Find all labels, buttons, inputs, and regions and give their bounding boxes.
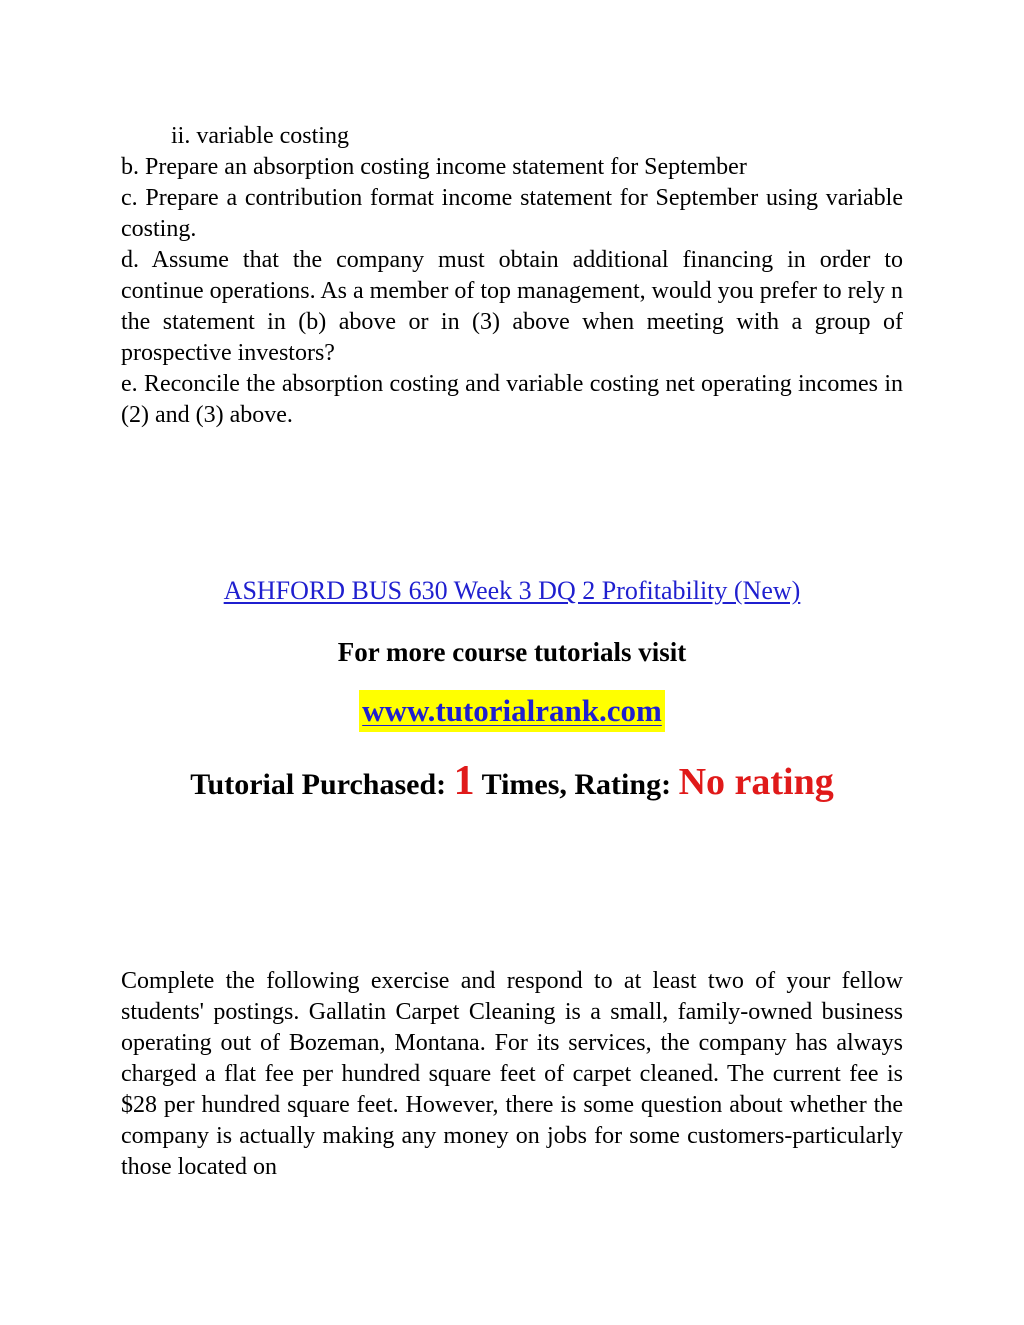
rating-label: Times, Rating:	[481, 768, 672, 801]
exercise-paragraph: Complete the following exercise and respond to at least two of your fellow students' postings. Gallatin Carpet Cleaning is a small, family-owned business operating out of Bozeman, Montana. For its services, the company has always charged a flat fee per hundred square feet of carpet cleaned. The current fee is $28 per hundred square feet. However, there is some question about whether the company is actually making any money on jobs for some customers-particularly those located on	[121, 968, 903, 1180]
purchase-stats	[0, 755, 1024, 811]
site-row	[0, 690, 1024, 732]
exercise-text	[121, 966, 903, 1183]
visit-text: For more course tutorials visit	[337, 637, 687, 667]
assignment-instructions	[121, 121, 903, 431]
rating-value: No rating	[678, 761, 834, 803]
item-ii: ii. variable costing	[171, 123, 349, 149]
tutorial-title-link[interactable]: ASHFORD BUS 630 Week 3 DQ 2 Profitability (New)	[223, 576, 801, 605]
purchased-label: Tutorial Purchased:	[190, 768, 447, 801]
item-d: d. Assume that the company must obtain additional financing in order to continue operations. As a member of top management, would you prefer to rely n the statement in (b) above or in (3) above when meeting with a group of prospective investors?	[121, 247, 903, 366]
site-link[interactable]: www.tutorialrank.com	[359, 690, 665, 732]
item-c: c. Prepare a contribution format income statement for September using variable costing.	[121, 185, 903, 242]
item-b: b. Prepare an absorption costing income statement for September	[121, 154, 747, 180]
purchased-count: 1	[453, 758, 475, 804]
item-e: e. Reconcile the absorption costing and variable costing net operating incomes in (2) and (3) above.	[121, 371, 903, 428]
